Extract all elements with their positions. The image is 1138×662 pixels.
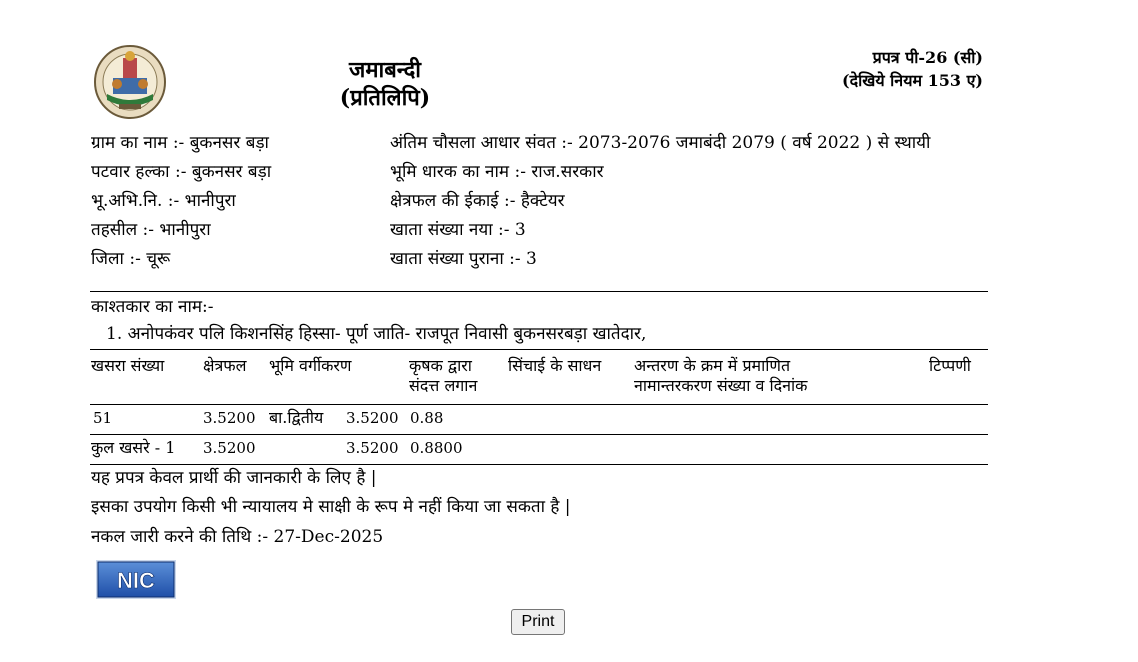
divider	[90, 291, 988, 292]
divider	[90, 349, 988, 350]
info-land-record: भू.अभि.नि. :- भानीपुरा	[91, 191, 236, 211]
title-line-2: (प्रतिलिपि)	[339, 85, 431, 111]
issue-date: नकल जारी करने की तिथि :- 27-Dec-2025	[91, 527, 384, 547]
row-area: 3.5200	[203, 409, 256, 427]
title-line-1: जमाबन्दी	[349, 57, 421, 83]
info-khata-old: खाता संख्या पुराना :- 3	[390, 249, 537, 269]
info-patwar-halka: पटवार हल्का :- बुकनसर बड़ा	[91, 162, 272, 182]
cultivator-label: काश्तकार का नाम:-	[91, 297, 214, 317]
header-rent	[409, 356, 477, 396]
divider	[90, 404, 988, 405]
header-remarks: टिप्पणी	[929, 356, 971, 375]
total-area: 3.5200	[203, 439, 256, 457]
row-khasra: 51	[93, 409, 113, 427]
info-settlement-basis: अंतिम चौसला आधार संवत :- 2073-2076 जमाबंदी 2079 ( वर्ष 2022 ) से स्थायी	[390, 133, 931, 153]
header-area: क्षेत्रफल	[203, 356, 247, 375]
header-khasra: खसरा संख्या	[91, 356, 165, 375]
header-rent-line-1: कृषक द्वारा	[409, 356, 472, 375]
info-tehsil: तहसील :- भानीपुरा	[91, 220, 211, 240]
note-info-only: यह प्रपत्र केवल प्रार्थी की जानकारी के लिए है |	[91, 468, 377, 488]
cultivator-entry: 1. अनोपकंवर पलि किशनसिंह हिस्सा- पूर्ण जाति- राजपूत निवासी बुकनसरबड़ा खातेदार,	[106, 324, 647, 344]
header-classification: भूमि वर्गीकरण	[269, 356, 352, 375]
form-reference	[842, 46, 983, 92]
header-irrigation: सिंचाई के साधन	[508, 356, 602, 375]
divider	[90, 464, 988, 465]
nic-logo-icon	[96, 560, 176, 599]
header-transfer	[634, 356, 807, 396]
note-not-evidence: इसका उपयोग किसी भी न्यायालय मे साक्षी के रूप मे नहीं किया जा सकता है |	[91, 497, 571, 517]
rajasthan-emblem-icon	[93, 44, 167, 120]
info-area-unit: क्षेत्रफल की ईकाई :- हैक्टेयर	[390, 191, 565, 211]
header-transfer-line-1: अन्तरण के क्रम में प्रमाणित	[634, 356, 791, 375]
form-number: प्रपत्र पी-26 (सी)	[872, 48, 983, 67]
row-rent: 0.88	[410, 409, 444, 427]
divider	[90, 434, 988, 435]
print-button[interactable]: Print	[511, 609, 565, 635]
nic-logo-text: NIC	[117, 568, 155, 593]
info-village: ग्राम का नाम :- बुकनसर बड़ा	[91, 133, 269, 153]
total-label: कुल खसरे - 1	[91, 438, 176, 457]
info-khata-new: खाता संख्या नया :- 3	[390, 220, 526, 240]
info-land-holder: भूमि धारक का नाम :- राज.सरकार	[390, 162, 604, 182]
document-title	[300, 56, 470, 112]
rule-reference: (देखिये नियम 153 ए)	[842, 71, 983, 90]
row-classification: बा.द्वितीय	[269, 408, 324, 427]
header-transfer-line-2: नामान्तरकरण संख्या व दिनांक	[634, 376, 808, 395]
header-rent-line-2: संदत्त लगान	[409, 376, 478, 395]
row-class-area: 3.5200	[346, 409, 399, 427]
info-district: जिला :- चूरू	[91, 249, 171, 269]
total-rent: 0.8800	[410, 439, 463, 457]
total-class-area: 3.5200	[346, 439, 399, 457]
